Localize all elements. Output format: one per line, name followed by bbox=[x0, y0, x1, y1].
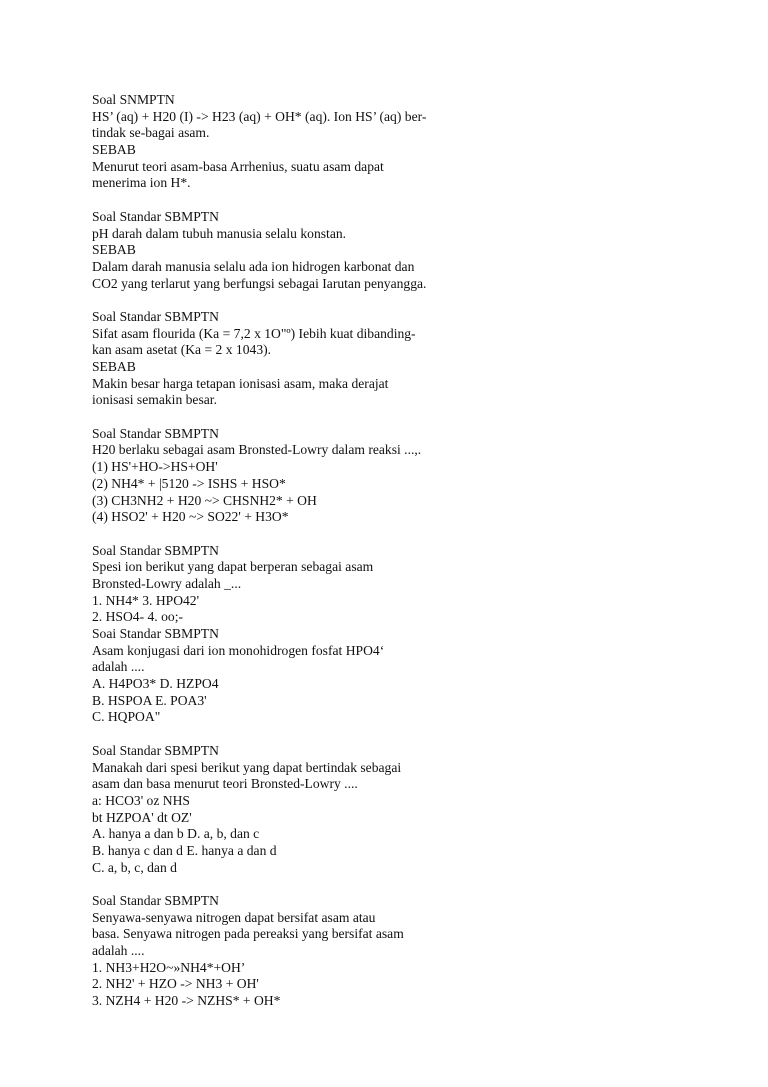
question-heading: Soal SNMPTN bbox=[92, 92, 175, 107]
text-line: Sifat asam flourida (Ka = 7,2 x 1O"º) Iebih kuat dibanding- bbox=[92, 325, 416, 341]
text-line: menerima ion H*. bbox=[92, 175, 191, 191]
text-line: 2. HSO4- 4. oo;- bbox=[92, 609, 184, 625]
text-line: C. HQPOA" bbox=[92, 709, 161, 725]
text-line: B. hanya c dan d E. hanya a dan d bbox=[92, 842, 277, 858]
text-line: ionisasi semakin besar. bbox=[92, 392, 217, 408]
text-line: tindak se-bagai asam. bbox=[92, 125, 210, 141]
text-line: SEBAB bbox=[92, 242, 136, 258]
text-line: pH darah dalam tubuh manusia selalu konstan. bbox=[92, 225, 347, 241]
text-line: Menurut teori asam-basa Arrhenius, suatu asam dapat bbox=[92, 158, 384, 174]
question-heading: Soal Standar SBMPTN bbox=[92, 425, 219, 441]
text-line: A. hanya a dan b D. a, b, dan c bbox=[92, 826, 260, 842]
question-block bbox=[92, 893, 692, 1010]
question-block bbox=[92, 309, 692, 409]
question-heading: Soai Standar SBMPTN bbox=[92, 626, 219, 641]
text-line: SEBAB bbox=[92, 142, 136, 158]
text-line: Senyawa-senyawa nitrogen dapat bersifat asam atau bbox=[92, 909, 376, 925]
text-line: Spesi ion berikut yang dapat berperan sebagai asam bbox=[92, 559, 374, 575]
text-line: 1. NH4* 3. HPO42' bbox=[92, 592, 200, 608]
text-line: asam dan basa menurut teori Bronsted-Lowry .... bbox=[92, 776, 358, 792]
text-line: Asam konjugasi dari ion monohidrogen fosfat HPO4‘ bbox=[92, 642, 385, 658]
text-line: Makin besar harga tetapan ionisasi asam, maka derajat bbox=[92, 375, 389, 391]
question-heading: Soal Standar SBMPTN bbox=[92, 742, 219, 758]
text-line: Dalam darah manusia selalu ada ion hidrogen karbonat dan bbox=[92, 258, 415, 274]
question-heading: Soal Standar SBMPTN bbox=[92, 308, 219, 324]
text-line: B. HSPOA E. POA3' bbox=[92, 692, 207, 708]
question-heading: Soal Standar SBMPTN bbox=[92, 542, 219, 558]
question-heading: Soal Standar SBMPTN bbox=[92, 208, 219, 224]
text-line: Bronsted-Lowry adalah _... bbox=[92, 575, 242, 591]
text-line: CO2 yang terlarut yang berfungsi sebagai Iarutan penyangga. bbox=[92, 275, 427, 291]
text-line: kan asam asetat (Ka = 2 x 1043). bbox=[92, 342, 272, 358]
text-line: Manakah dari spesi berikut yang dapat bertindak sebagai bbox=[92, 759, 402, 775]
text-line: SEBAB bbox=[92, 359, 136, 374]
text-line: a: HCO3' oz NHS bbox=[92, 792, 190, 808]
text-line: HS’ (aq) + H20 (I) -> H23 (aq) + OH* (aq). Ion HS’ (aq) ber- bbox=[92, 108, 427, 124]
text-line: 2. NH2' + HZO -> NH3 + OH' bbox=[92, 976, 259, 992]
text-line: (4) HSO2' + H20 ~> SO22' + H3O* bbox=[92, 509, 289, 525]
text-line: adalah .... bbox=[92, 943, 145, 959]
text-line: bt HZPOA' dt OZ' bbox=[92, 809, 192, 825]
text-line: (1) HS'+HO->HS+OH' bbox=[92, 459, 218, 475]
question-block bbox=[92, 92, 692, 192]
text-line: (3) CH3NH2 + H20 ~> CHSNH2* + OH bbox=[92, 492, 317, 508]
question-block bbox=[92, 626, 692, 726]
text-line: basa. Senyawa nitrogen pada pereaksi yang bersifat asam bbox=[92, 926, 404, 942]
question-block bbox=[92, 426, 692, 526]
text-line: H20 berlaku sebagai asam Bronsted-Lowry dalam reaksi ...,. bbox=[92, 442, 422, 458]
text-line: (2) NH4* + |5120 -> ISHS + HSO* bbox=[92, 475, 286, 491]
question-block bbox=[92, 743, 692, 877]
question-block bbox=[92, 209, 692, 292]
text-line: 3. NZH4 + H20 -> NZHS* + OH* bbox=[92, 993, 281, 1009]
document-body bbox=[92, 92, 692, 1010]
question-block bbox=[92, 543, 692, 626]
text-line: adalah .... bbox=[92, 659, 145, 675]
text-line: C. a, b, c, dan d bbox=[92, 859, 177, 875]
text-line: 1. NH3+H2O~»NH4*+OH’ bbox=[92, 959, 246, 975]
text-line: A. H4PO3* D. HZPO4 bbox=[92, 676, 219, 692]
question-heading: Soal Standar SBMPTN bbox=[92, 893, 219, 908]
